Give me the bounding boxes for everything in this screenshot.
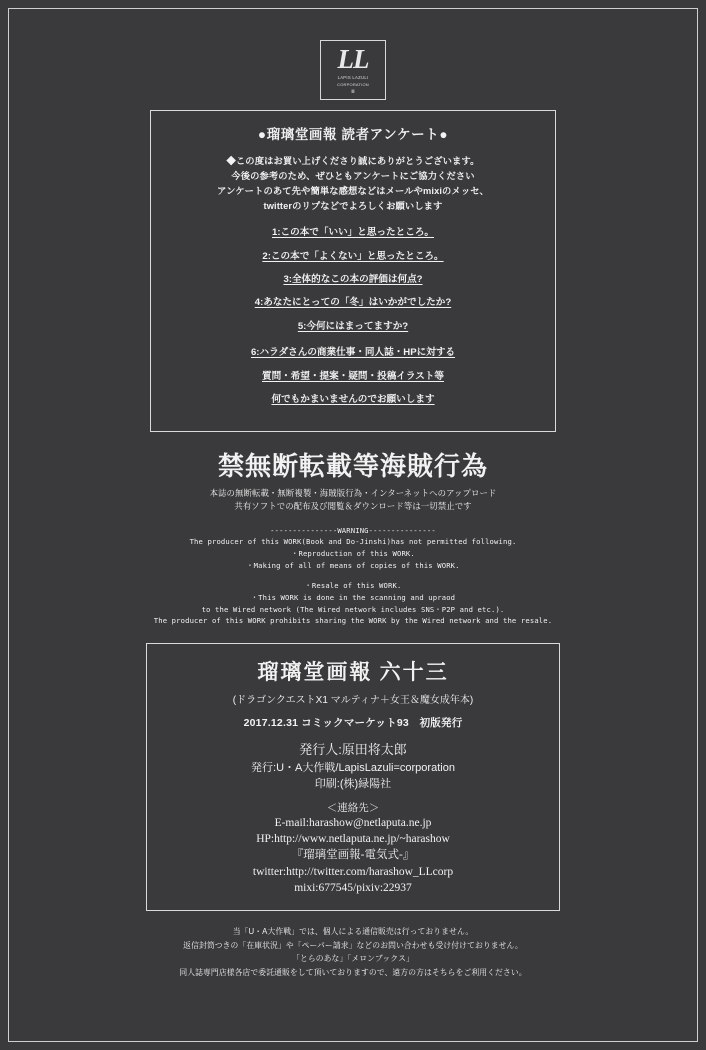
questionnaire-intro-line: アンケートのあて先や簡単な感想などはメールやmixiのメッセ、 (217, 186, 489, 197)
colophon-issuer: 発行:U・A大作戦/LapisLazuli=corporation (251, 761, 455, 774)
colophon-title: 瑠璃堂画報 六十三 (257, 660, 449, 685)
page-content (8, 8, 698, 1042)
questionnaire-title: ●瑠璃堂画報 読者アンケート● (257, 127, 449, 142)
lapis-lazuli-logo (320, 40, 386, 100)
colophon-box (146, 643, 560, 911)
questionnaire-item: 5:今何にはまってますか? (297, 320, 409, 332)
colophon-homepage-name: 『瑠璃堂画報-電気式-』 (291, 849, 415, 862)
colophon-ids: mixi:677545/pixiv:22937 (294, 881, 412, 894)
logo-line-2: CORPORATION (337, 82, 369, 87)
questionnaire-item-6-line: 何でもかまいませんのでお願いします (271, 394, 435, 406)
questionnaire-item: 2:この本で「よくない」と思ったところ。 (262, 250, 444, 262)
colophon-date: 2017.12.31 コミックマーケット93 初版発行 (243, 717, 463, 730)
questionnaire-intro-line: 今後の参考のため、ぜひともアンケートにご協力ください (231, 171, 475, 182)
warning-english-line: to the Wired network (The Wired network includes SNS・P2P and etc.). (201, 604, 505, 614)
questionnaire-items (161, 226, 545, 408)
questionnaire-item: 4:あなたにとっての「冬」はいかがでしたか? (254, 297, 452, 309)
warning-japanese-line: 本誌の無断転載・無断複製・海賊版行為・インターネットへのアップロード (209, 487, 497, 498)
warning-japanese-line: 共有ソフトでの配布及び閲覧＆ダウンロード等は一切禁止です (234, 500, 472, 511)
colophon-twitter[interactable]: twitter:http://twitter.com/harashow_LLcorp (252, 865, 454, 878)
warning-headline: 禁無断転載等海賊行為 (217, 451, 488, 481)
questionnaire-intro-line: twitterのリプなどでよろしくお願いします (263, 201, 443, 212)
logo-container (42, 40, 664, 100)
footer-line: 返信封筒つきの「在庫状況」や「ペーパー請求」などのお問い合わせも受け付けておりません。 (183, 940, 523, 950)
warning-spacer (42, 571, 664, 580)
warning-english-line: The producer of this WORK(Book and Do-Jinshi)has not permitted following. (189, 537, 517, 547)
questionnaire-intro-line: ◆この度はお買い上げくださり誠にありがとうございます。 (226, 156, 480, 166)
questionnaire-box (150, 110, 556, 432)
colophon-subtitle: (ドラゴンクエストX1 マルティナ＋女王＆魔女成年本) (232, 695, 474, 707)
colophon-printer: 印刷:(株)緑陽社 (314, 778, 392, 791)
warning-english-header: ---------------WARNING--------------- (270, 525, 436, 535)
questionnaire-item-6-line: 6:ハラダさんの商業仕事・同人誌・HPに対する (250, 347, 456, 359)
warning-english (42, 525, 664, 627)
warning-english-line: ・Making of all of means of copies of this WORK. (246, 560, 460, 570)
questionnaire-item: 3:全体的なこの本の評価は何点? (283, 273, 423, 285)
questionnaire-intro (161, 154, 545, 214)
logo-line-3: Ⅲ (351, 89, 355, 95)
logo-line-1: LAPIS LAZULI (337, 75, 369, 80)
footer-line: 同人誌専門店様各店で委託通販をして頂いておりますので、遠方の方はそちらをご利用ください。 (179, 968, 527, 978)
footer-line: 「とらのあな」「メロンブックス」 (292, 954, 414, 964)
colophon-contact-heading: ＜連絡先＞ (326, 801, 380, 814)
footer-notice (42, 925, 664, 980)
footer-line: 当「U・A大作戦」では、個人による通信販売は行っておりません。 (232, 927, 474, 937)
warning-english-line: ・Reproduction of this WORK. (291, 549, 415, 559)
questionnaire-item: 1:この本で「いい」と思ったところ。 (271, 227, 435, 239)
warning-english-line: The producer of this WORK prohibits sharing the WORK by the Wired network and the resale. (153, 616, 553, 626)
colophon-publisher: 発行人:原田将太郎 (299, 742, 407, 758)
colophon-email[interactable]: E-mail:harashow@netlaputa.ne.jp (274, 816, 432, 829)
logo-glyph: LL (337, 44, 369, 74)
warning-english-line: ・Resale of this WORK. (304, 581, 402, 591)
warning-japanese (42, 487, 664, 513)
colophon-homepage[interactable]: HP:http://www.netlaputa.ne.jp/~harashow (256, 832, 450, 845)
warning-english-line: ・This WORK is done in the scanning and upraod (250, 593, 456, 603)
questionnaire-item-6-line: 質問・希望・提案・疑問・投稿イラスト等 (262, 371, 444, 382)
